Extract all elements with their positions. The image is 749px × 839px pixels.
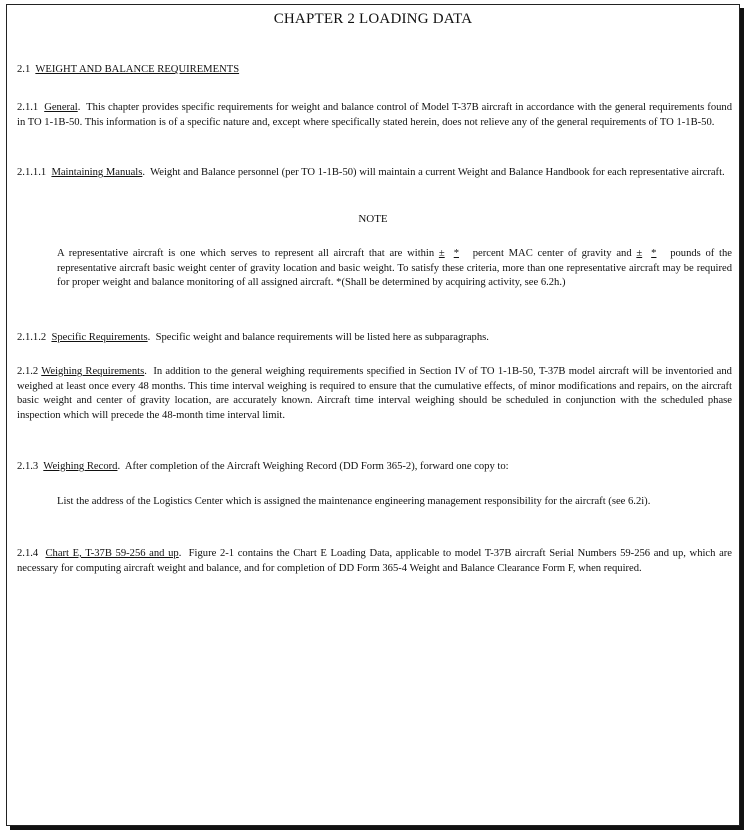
plus-minus-sign: ± [636, 248, 643, 259]
section-number: 2.1.1.2 [17, 332, 47, 343]
section-number: 2.1.1 [17, 102, 39, 113]
note-text: pounds of the representative aircraft basic weight center of gravity location and basic weight. To satisfy these criteria, more than one representative aircraft may be required for proper weight and balance monitoring of all assigned aircraft. [57, 248, 732, 288]
section-2-1-4: 2.1.4 Chart E, T-37B 59-256 and up. Figure 2-1 contains the Chart E Loading Data, applicable to model T-37B aircraft Serial Numbers 59-256 and up, which are necessary for computing aircraft weight and balance, and for completion of DD Form 365-4 Weight and Balance Clearance Form F, when required. [17, 548, 733, 574]
section-heading: Chart E, T-37B 59-256 and up [45, 548, 179, 559]
section-text: Figure 2-1 contains the Chart E Loading Data, applicable to model T-37B aircraft Serial Numbers 59-256 and up, which are necessary for computing aircraft weight and balance, and for completion of DD Form 365-4 Weight and Balance Clearance Form F, when required. [17, 548, 733, 574]
section-2-1-1-1: 2.1.1.1 Maintaining Manuals. Weight and Balance personnel (per TO 1-1B-50) will maintain a current Weight and Balance Handbook for each representative aircraft. [17, 167, 725, 178]
section-number: 2.1.1.1 [17, 167, 47, 178]
note-body [57, 247, 732, 291]
document-page [6, 4, 740, 826]
section-2-1-3: 2.1.3 Weighing Record. After completion of the Aircraft Weighing Record (DD Form 365-2), forward one copy to: [17, 461, 509, 472]
section-text: Weight and Balance personnel (per TO 1-1B-50) will maintain a current Weight and Balance Handbook for each representative aircraft. [150, 167, 725, 178]
section-2-1-1-2: 2.1.1.2 Specific Requirements. Specific weight and balance requirements will be listed here as subparagraphs. [17, 332, 489, 343]
section-number: 2.1 [17, 64, 31, 75]
section-2-1-2: 2.1.2 Weighing Requirements. In addition to the general weighing requirements specified in Section IV of TO 1-1B-50, T-37B model aircraft will be inventoried and weighed at least once every 48 months. This time interval weighing is required to ensure that the cumulative effects, of minor modifications and repairs, on the aircraft basic weight and center of gravity location, are accurately known. Aircraft time interval weighing should be scheduled in conjunction with the scheduled phase inspection which will precede the 48-month time interval limit. [17, 366, 732, 421]
note-text: A representative aircraft is one which serves to represent all aircraft that are within [57, 248, 435, 259]
section-heading: Weighing Record [43, 461, 118, 472]
section-number: 2.1.3 [17, 461, 39, 472]
section-2-1 [17, 63, 732, 78]
section-heading: General [44, 102, 78, 113]
section-text: After completion of the Aircraft Weighing Record (DD Form 365-2), forward one copy to: [124, 461, 509, 472]
blank-field: * [453, 248, 460, 259]
note-text: *(Shall be determined by acquiring activity, see 6.2h.) [336, 277, 566, 288]
section-heading: Maintaining Manuals [51, 167, 143, 178]
section-2-1-3-sub: List the address of the Logistics Center which is assigned the maintenance engineering management responsibility for the aircraft (see 6.2i). [57, 496, 651, 507]
section-heading: WEIGHT AND BALANCE REQUIREMENTS [35, 64, 240, 75]
section-text: This chapter provides specific requirements for weight and balance control of Model T-37B aircraft in accordance with the general requirements found in TO 1-1B-50. This information is of a specific nature and, except where specifically stated herein, does not relieve any of the general requirements of TO 1-1B-50. [17, 102, 733, 128]
section-heading: Weighing Requirements [41, 366, 145, 377]
note-label: NOTE [358, 213, 388, 225]
plus-minus-sign: ± [438, 248, 445, 259]
section-text: In addition to the general weighing requirements specified in Section IV of TO 1-1B-50, T-37B model aircraft will be inventoried and weighed at least once every 48 months. This time interval weighing is required to ensure that the cumulative effects, of minor modifications and repairs, on the aircraft basic weight and center of gravity location, are accurately known. Aircraft time interval weighing should be scheduled in conjunction with the scheduled phase inspection which will precede the 48-month time interval limit. [17, 366, 732, 421]
section-heading: Specific Requirements [51, 332, 148, 343]
section-number: 2.1.2 [17, 366, 39, 377]
section-number: 2.1.4 [17, 548, 39, 559]
section-2-1-1: 2.1.1 General. This chapter provides specific requirements for weight and balance control of Model T-37B aircraft in accordance with the general requirements found in TO 1-1B-50. This information is of a specific nature and, except where specifically stated herein, does not relieve any of the general requirements of TO 1-1B-50. [17, 102, 733, 128]
chapter-title: CHAPTER 2 LOADING DATA [273, 11, 473, 27]
blank-field: * [651, 248, 657, 259]
note-text: percent MAC center of gravity and [472, 248, 632, 259]
section-text: Specific weight and balance requirements will be listed here as subparagraphs. [155, 332, 489, 343]
